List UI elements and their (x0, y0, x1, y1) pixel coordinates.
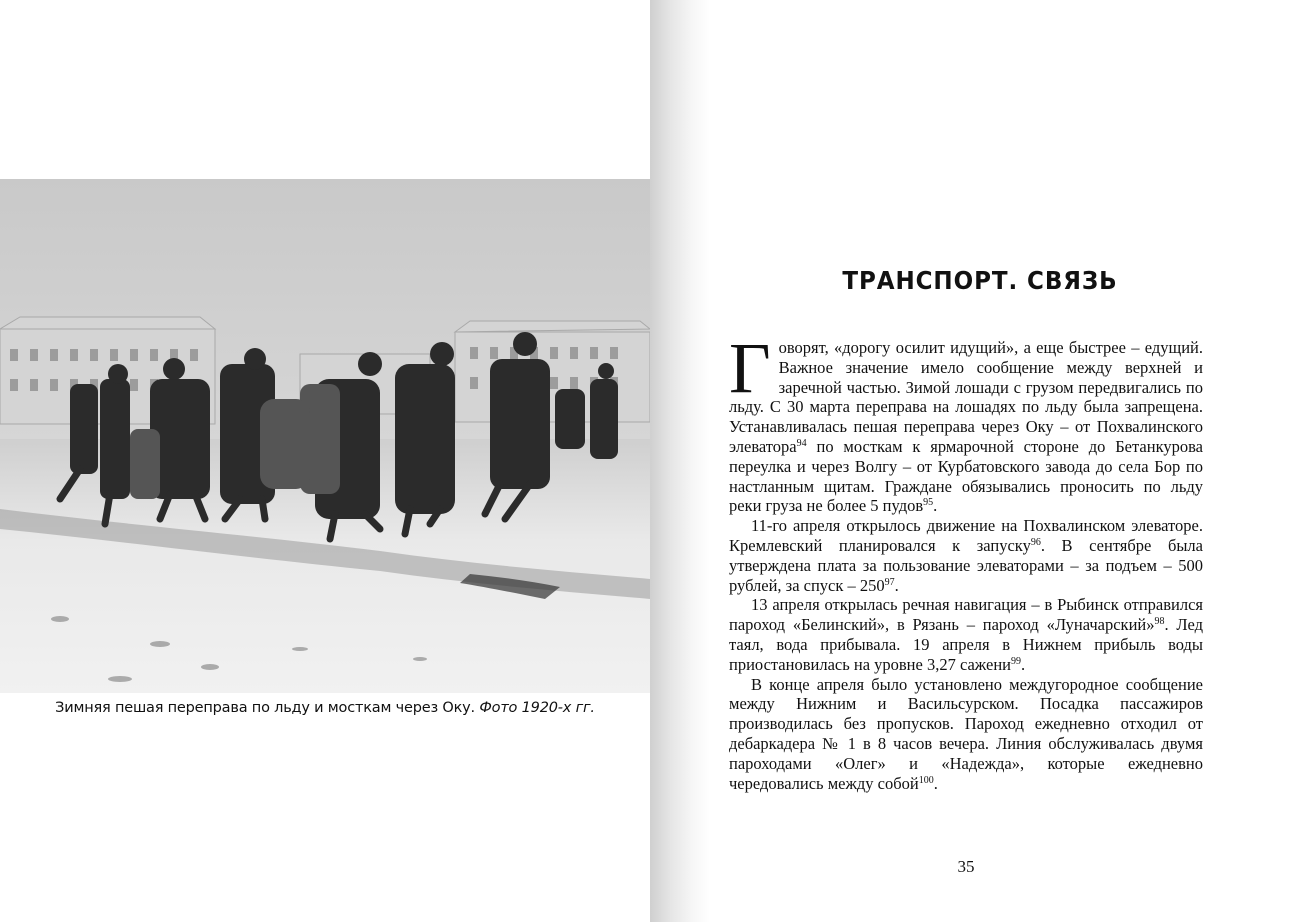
caption-text: Зимняя пешая переправа по льду и мосткам через Оку. (55, 700, 475, 716)
archival-photo (0, 179, 650, 693)
chapter-heading: ТРАНСПОРТ. СВЯЗЬ (842, 266, 1118, 295)
drop-cap: Г (729, 328, 771, 408)
footnote-ref: 94 (796, 437, 807, 449)
footnote-ref: 98 (1154, 616, 1165, 628)
paragraph-1 (729, 328, 1203, 516)
paragraph-text: . (1020, 654, 1026, 674)
paragraph-4 (729, 675, 1203, 794)
page-number: 35 (957, 857, 975, 876)
paragraph-text: В конце апреля было установлено междугородное сообщение между Нижним и Васильсурском. Посадка пассажиров производилась без пропусков. Пароход ежедневно отходил от дебаркадера № 1 в 8 часов вечера. Линия обслуживалась двумя пароходами «Олег» и «Надежда», которые ежедневно чередовались между собой (729, 674, 1203, 793)
photo-caption (0, 700, 650, 716)
caption-credit: Фото 1920-х гг. (479, 700, 595, 716)
paragraph-text: 13 апреля открылась речная навигация – в Рыбинск отправился пароход «Белинский», в Рязань – пароход «Луначарский» (729, 595, 1203, 635)
paragraph-3 (729, 595, 1203, 674)
paragraph-text: . (933, 773, 938, 793)
paragraph-2 (729, 516, 1203, 595)
paragraph-text: . (894, 575, 899, 595)
paragraph-text: . (933, 496, 938, 516)
book-gutter (650, 0, 710, 922)
footnote-ref: 99 (1010, 655, 1021, 667)
paragraph-text: оворят, «дорогу осилит идущий», а еще быстрее – едущий. Важное значение имело сообщение между верхней и заречной частью. Зимой лошади с грузом передвигались по льду. С 30 марта переправа на лошадях по льду была запрещена. Устанавливалась пешая переправа через Оку – от Похвалинского элеватора (729, 338, 1203, 456)
footnote-ref: 96 (1030, 536, 1041, 548)
footnote-ref: 97 (884, 576, 895, 588)
footnote-ref: 95 (923, 497, 934, 509)
footnote-ref: 100 (918, 774, 934, 786)
paragraph-text: 11-го апреля открылось движение на Похвалинском элеваторе. Кремлевский планировался к запуску (729, 516, 1203, 555)
paragraph-text: . Лед таял, вода прибывала. 19 апреля в Нижнем прибыль воды приостановилась на уровне 3,27 сажени (729, 615, 1203, 674)
paragraph-text: . В сентябре была утверждена плата за пользование элеваторами – за подъем – 500 рублей, за спуск – 250 (729, 535, 1203, 595)
paragraph-text: по мосткам к ярмарочной стороне до Бетанкурова переулка и через Волгу – от Курбатовского завода до села Бор по настланным щитам. Граждане обязывались проносить по льду реки груза не более 5 пудов (729, 436, 1203, 516)
body-text (729, 328, 1203, 793)
